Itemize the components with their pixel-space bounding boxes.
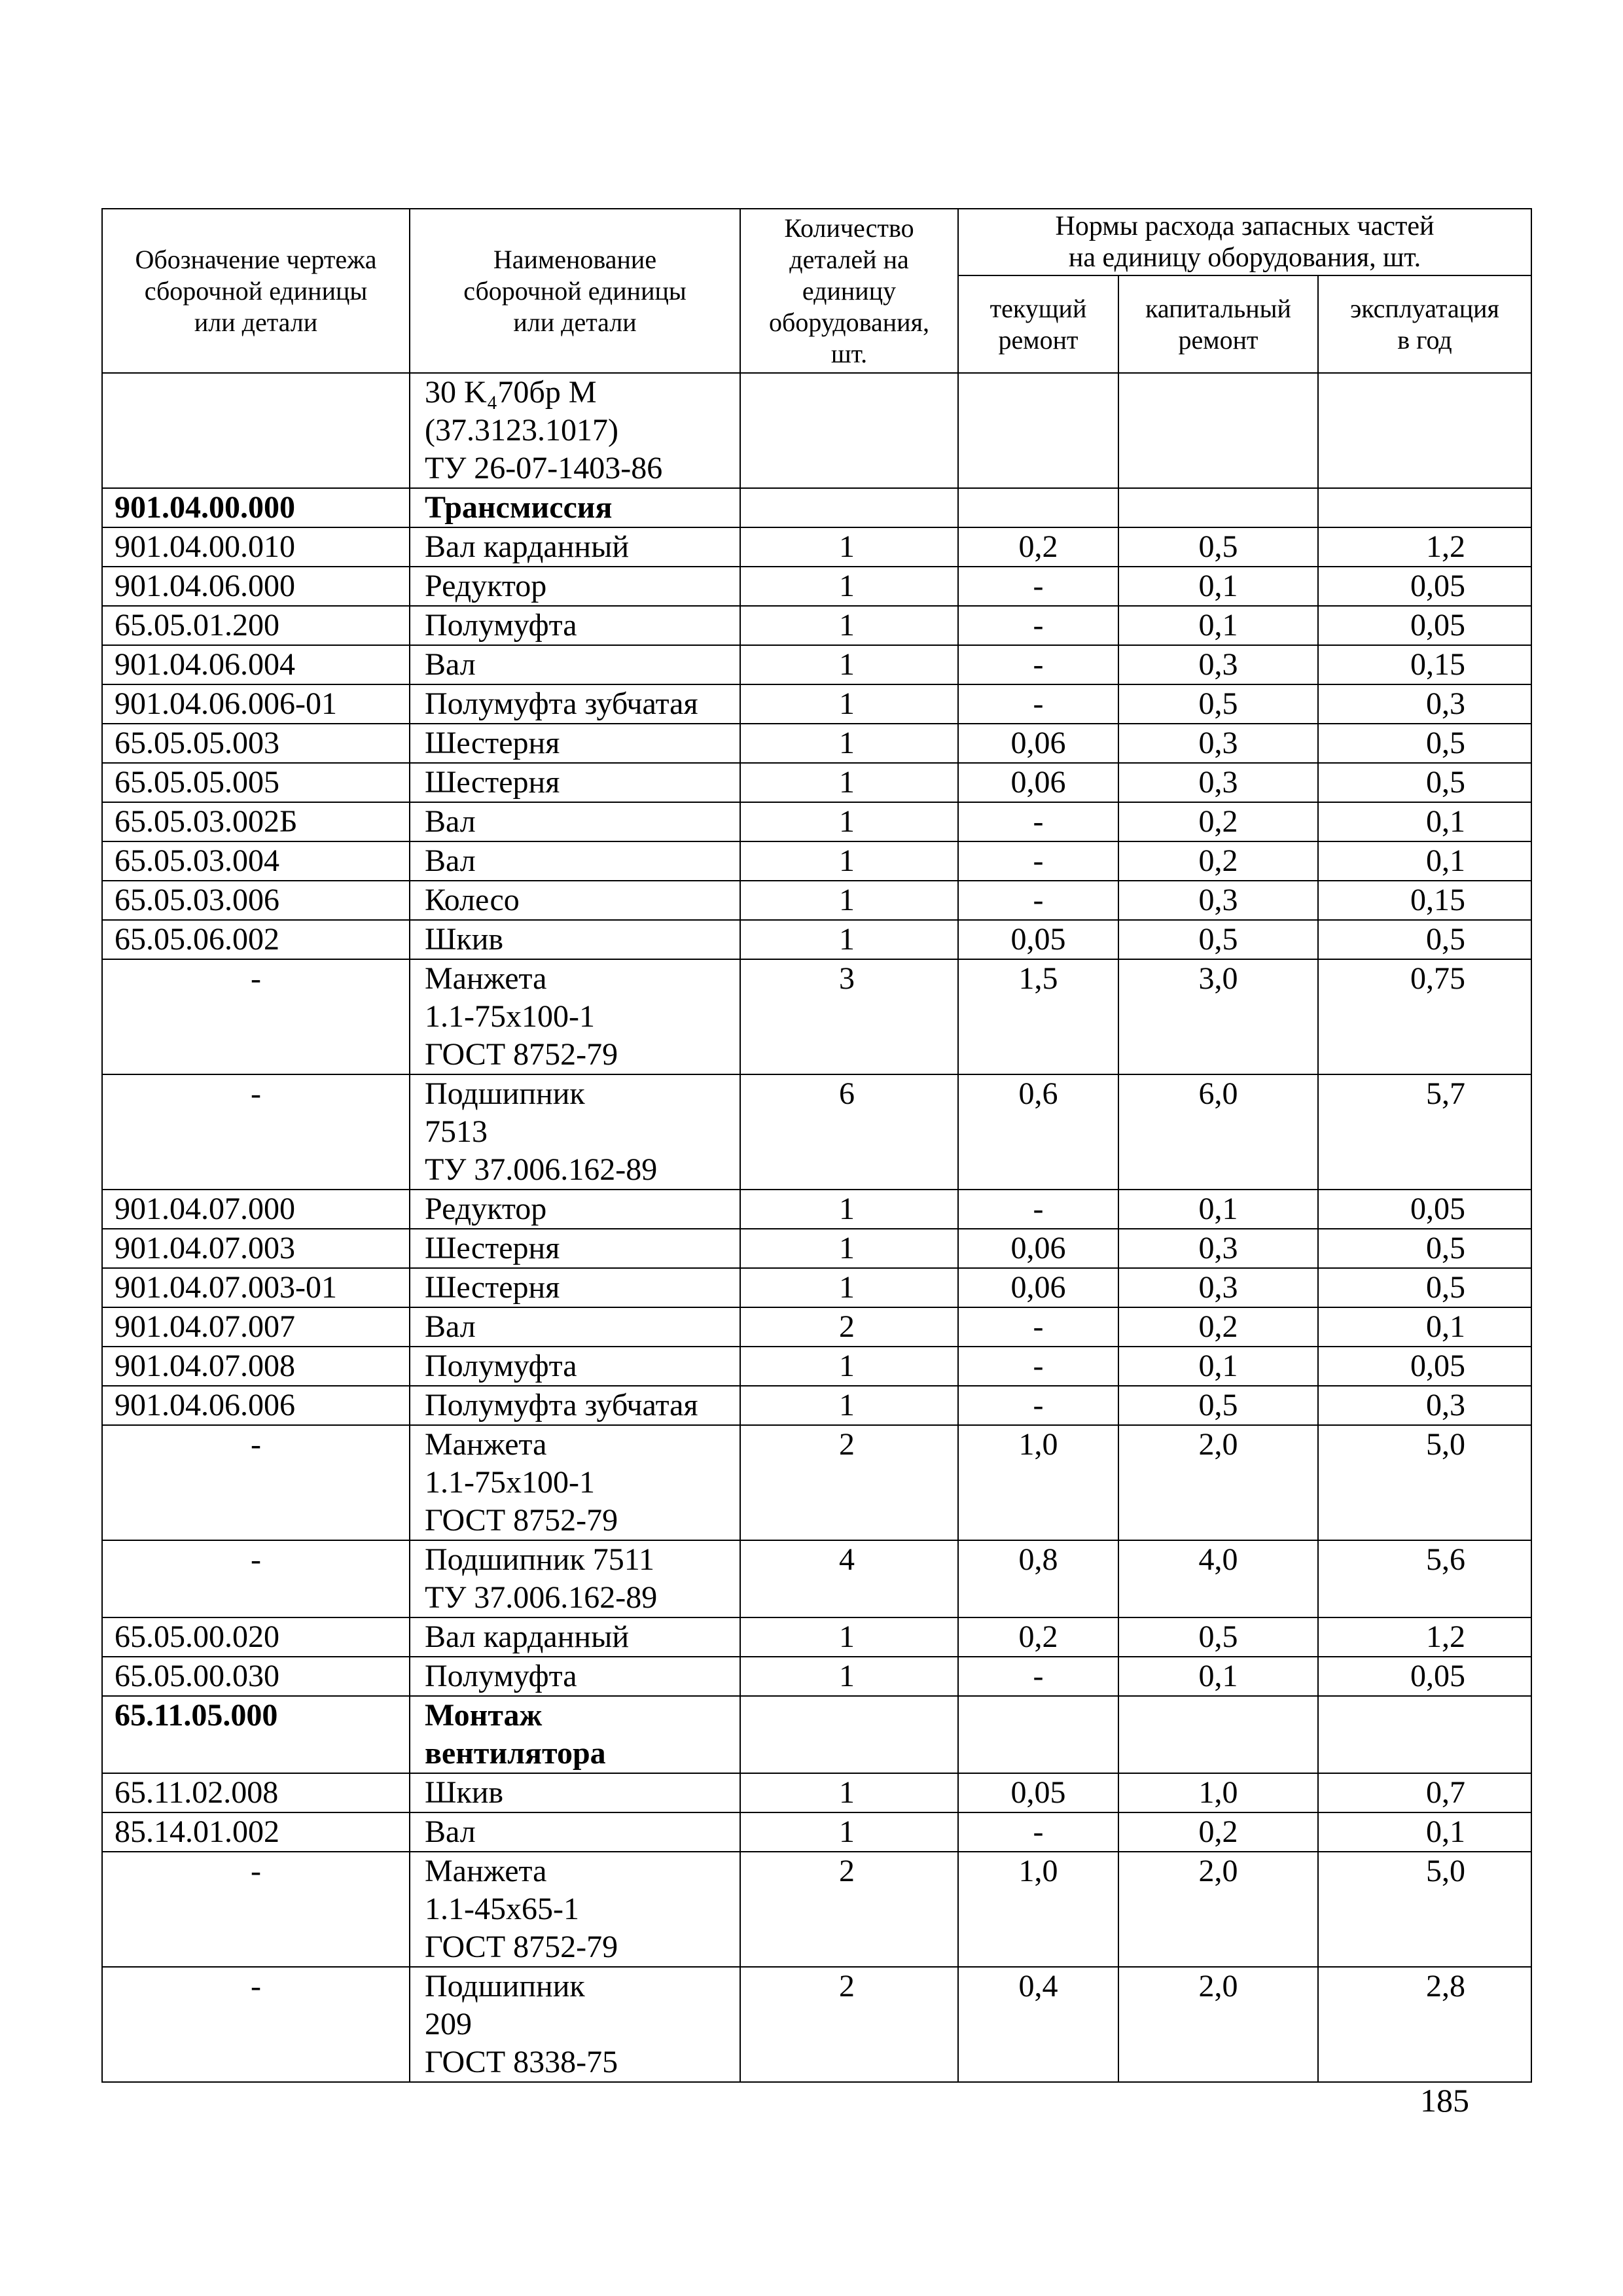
cell-designation: - xyxy=(102,959,410,1074)
cell-name: Вал xyxy=(410,1307,740,1347)
cell-designation: 901.04.07.003-01 xyxy=(102,1268,410,1307)
table-row xyxy=(102,373,1531,488)
cell-name: Трансмиссия xyxy=(410,488,740,527)
cell-capital-repair: 0,2 xyxy=(1118,1812,1318,1852)
cell-current-repair: 0,2 xyxy=(958,1617,1118,1657)
cell-designation: - xyxy=(102,1540,410,1617)
cell-designation: 65.05.05.003 xyxy=(102,724,410,763)
cell-operation: 5,0 xyxy=(1318,1425,1531,1540)
cell-capital-repair: 0,3 xyxy=(1118,1268,1318,1307)
cell-capital-repair: 6,0 xyxy=(1118,1074,1318,1190)
cell-quantity: 1 xyxy=(740,1773,958,1812)
header-designation xyxy=(102,209,410,373)
cell-quantity: 2 xyxy=(740,1307,958,1347)
table-row xyxy=(102,488,1531,527)
cell-operation xyxy=(1318,373,1531,488)
cell-capital-repair: 4,0 xyxy=(1118,1540,1318,1617)
cell-quantity: 1 xyxy=(740,567,958,606)
cell-current-repair: 0,8 xyxy=(958,1540,1118,1617)
cell-name: Вал карданный xyxy=(410,527,740,567)
cell-name: Шкив xyxy=(410,1773,740,1812)
cell-designation: 901.04.07.008 xyxy=(102,1347,410,1386)
cell-quantity: 1 xyxy=(740,1617,958,1657)
cell-current-repair: 1,5 xyxy=(958,959,1118,1074)
cell-operation: 0,05 xyxy=(1318,1190,1531,1229)
table-row xyxy=(102,1074,1531,1190)
table-row xyxy=(102,1229,1531,1268)
cell-current-repair: - xyxy=(958,567,1118,606)
cell-current-repair: - xyxy=(958,881,1118,920)
header-quantity-text: Количество деталей на единицу оборудования, шт. xyxy=(769,213,929,368)
cell-current-repair xyxy=(958,1696,1118,1773)
cell-quantity: 1 xyxy=(740,1386,958,1425)
cell-operation: 0,1 xyxy=(1318,802,1531,841)
cell-current-repair: - xyxy=(958,802,1118,841)
cell-name: Вал xyxy=(410,802,740,841)
cell-capital-repair: 0,5 xyxy=(1118,1386,1318,1425)
cell-operation: 0,05 xyxy=(1318,1657,1531,1696)
cell-operation: 0,5 xyxy=(1318,1268,1531,1307)
table-row xyxy=(102,684,1531,724)
cell-designation: 65.05.01.200 xyxy=(102,606,410,645)
cell-current-repair: 0,05 xyxy=(958,1773,1118,1812)
table-row xyxy=(102,1773,1531,1812)
header-operation xyxy=(1318,275,1531,373)
table-row xyxy=(102,724,1531,763)
header-quantity xyxy=(740,209,958,373)
cell-quantity: 2 xyxy=(740,1425,958,1540)
cell-operation: 0,1 xyxy=(1318,1812,1531,1852)
table-row xyxy=(102,802,1531,841)
cell-name: Полумуфта xyxy=(410,1657,740,1696)
cell-current-repair: - xyxy=(958,1386,1118,1425)
cell-name: Колесо xyxy=(410,881,740,920)
cell-name: Монтаж вентилятора xyxy=(410,1696,740,1773)
cell-name: Шестерня xyxy=(410,763,740,802)
cell-capital-repair: 0,3 xyxy=(1118,645,1318,684)
cell-quantity: 1 xyxy=(740,881,958,920)
table-row xyxy=(102,606,1531,645)
cell-capital-repair: 0,1 xyxy=(1118,1347,1318,1386)
cell-name: Шестерня xyxy=(410,1229,740,1268)
cell-capital-repair: 0,1 xyxy=(1118,606,1318,645)
cell-quantity: 1 xyxy=(740,1268,958,1307)
cell-operation: 0,05 xyxy=(1318,606,1531,645)
cell-designation: 901.04.06.006 xyxy=(102,1386,410,1425)
cell-operation: 0,05 xyxy=(1318,567,1531,606)
cell-name: Полумуфта xyxy=(410,606,740,645)
cell-designation: 65.11.05.000 xyxy=(102,1696,410,1773)
table-row xyxy=(102,645,1531,684)
table-row xyxy=(102,1307,1531,1347)
cell-current-repair: - xyxy=(958,1190,1118,1229)
table-row xyxy=(102,1696,1531,1773)
cell-name: Редуктор xyxy=(410,567,740,606)
cell-designation: 901.04.06.006-01 xyxy=(102,684,410,724)
cell-quantity: 2 xyxy=(740,1967,958,2082)
cell-name: Подшипник 209 ГОСТ 8338-75 xyxy=(410,1967,740,2082)
cell-capital-repair: 2,0 xyxy=(1118,1967,1318,2082)
cell-operation: 0,5 xyxy=(1318,763,1531,802)
cell-capital-repair xyxy=(1118,373,1318,488)
cell-name: Полумуфта зубчатая xyxy=(410,1386,740,1425)
header-capital-repair-text: капитальный ремонт xyxy=(1145,293,1291,355)
cell-current-repair: 0,05 xyxy=(958,920,1118,959)
cell-operation: 0,3 xyxy=(1318,684,1531,724)
cell-capital-repair: 0,3 xyxy=(1118,881,1318,920)
cell-capital-repair xyxy=(1118,488,1318,527)
cell-name: 30 K₄70бр M (37.3123.1017) ТУ 26-07-1403-86 xyxy=(410,373,740,488)
cell-operation: 0,75 xyxy=(1318,959,1531,1074)
cell-capital-repair: 0,2 xyxy=(1118,802,1318,841)
cell-quantity: 1 xyxy=(740,606,958,645)
cell-quantity: 1 xyxy=(740,724,958,763)
cell-current-repair: 1,0 xyxy=(958,1852,1118,1967)
header-name-text: Наименование сборочной единицы или детали xyxy=(463,244,687,337)
cell-current-repair: 1,0 xyxy=(958,1425,1118,1540)
cell-designation: 65.05.05.005 xyxy=(102,763,410,802)
cell-current-repair: - xyxy=(958,684,1118,724)
cell-capital-repair: 0,3 xyxy=(1118,724,1318,763)
cell-capital-repair: 0,5 xyxy=(1118,1617,1318,1657)
cell-current-repair: - xyxy=(958,841,1118,881)
cell-name: Шестерня xyxy=(410,1268,740,1307)
table-row xyxy=(102,1657,1531,1696)
cell-name: Манжета 1.1-75x100-1 ГОСТ 8752-79 xyxy=(410,1425,740,1540)
table-row xyxy=(102,1268,1531,1307)
cell-name: Редуктор xyxy=(410,1190,740,1229)
cell-current-repair: 0,06 xyxy=(958,724,1118,763)
header-current-repair xyxy=(958,275,1118,373)
cell-operation: 0,15 xyxy=(1318,881,1531,920)
cell-operation: 2,8 xyxy=(1318,1967,1531,2082)
cell-current-repair: - xyxy=(958,1307,1118,1347)
cell-designation: 901.04.00.000 xyxy=(102,488,410,527)
table-row xyxy=(102,1852,1531,1967)
table-row xyxy=(102,1425,1531,1540)
cell-name: Манжета 1.1-75x100-1 ГОСТ 8752-79 xyxy=(410,959,740,1074)
table-row xyxy=(102,920,1531,959)
cell-current-repair: 0,2 xyxy=(958,527,1118,567)
cell-current-repair: 0,06 xyxy=(958,1268,1118,1307)
cell-quantity: 4 xyxy=(740,1540,958,1617)
cell-name: Вал xyxy=(410,645,740,684)
cell-quantity: 1 xyxy=(740,1347,958,1386)
cell-operation: 0,7 xyxy=(1318,1773,1531,1812)
cell-designation: 65.05.06.002 xyxy=(102,920,410,959)
table-row xyxy=(102,527,1531,567)
cell-quantity: 1 xyxy=(740,527,958,567)
table-row xyxy=(102,881,1531,920)
cell-current-repair: - xyxy=(958,1347,1118,1386)
cell-designation: 65.05.03.004 xyxy=(102,841,410,881)
cell-operation: 5,6 xyxy=(1318,1540,1531,1617)
cell-quantity: 1 xyxy=(740,1657,958,1696)
cell-current-repair: - xyxy=(958,606,1118,645)
header-current-repair-text: текущий ремонт xyxy=(990,293,1087,355)
cell-designation: 901.04.00.010 xyxy=(102,527,410,567)
header-operation-text: эксплуатация в год xyxy=(1350,293,1499,355)
table-row xyxy=(102,1617,1531,1657)
table-row xyxy=(102,1386,1531,1425)
cell-operation: 1,2 xyxy=(1318,1617,1531,1657)
table-row xyxy=(102,959,1531,1074)
cell-designation: 901.04.07.007 xyxy=(102,1307,410,1347)
cell-operation: 1,2 xyxy=(1318,527,1531,567)
cell-current-repair: 0,06 xyxy=(958,763,1118,802)
cell-capital-repair: 0,5 xyxy=(1118,920,1318,959)
cell-designation: - xyxy=(102,1967,410,2082)
cell-designation: 901.04.07.003 xyxy=(102,1229,410,1268)
cell-capital-repair: 0,3 xyxy=(1118,1229,1318,1268)
cell-operation: 0,5 xyxy=(1318,920,1531,959)
cell-current-repair: - xyxy=(958,1657,1118,1696)
cell-capital-repair: 2,0 xyxy=(1118,1425,1318,1540)
table-body xyxy=(102,373,1531,2082)
cell-operation: 0,5 xyxy=(1318,1229,1531,1268)
table-row xyxy=(102,1347,1531,1386)
cell-designation: 65.05.03.006 xyxy=(102,881,410,920)
cell-quantity: 1 xyxy=(740,645,958,684)
cell-name: Подшипник 7511 ТУ 37.006.162-89 xyxy=(410,1540,740,1617)
cell-designation: 901.04.07.000 xyxy=(102,1190,410,1229)
cell-operation xyxy=(1318,1696,1531,1773)
table-row xyxy=(102,1812,1531,1852)
cell-name: Вал xyxy=(410,841,740,881)
cell-designation: 85.14.01.002 xyxy=(102,1812,410,1852)
header-designation-text: Обозначение чертежа сборочной единицы или детали xyxy=(135,244,377,337)
table-row xyxy=(102,1540,1531,1617)
cell-name: Вал карданный xyxy=(410,1617,740,1657)
cell-current-repair: 0,06 xyxy=(958,1229,1118,1268)
header-norms-group-text: Нормы расхода запасных частей на единицу оборудования, шт. xyxy=(1055,211,1435,273)
cell-quantity xyxy=(740,1696,958,1773)
cell-quantity: 1 xyxy=(740,1229,958,1268)
cell-current-repair: - xyxy=(958,645,1118,684)
cell-operation xyxy=(1318,488,1531,527)
cell-operation: 5,0 xyxy=(1318,1852,1531,1967)
cell-designation: - xyxy=(102,1852,410,1967)
cell-quantity: 3 xyxy=(740,959,958,1074)
cell-current-repair xyxy=(958,373,1118,488)
table-row xyxy=(102,567,1531,606)
cell-designation: 65.11.02.008 xyxy=(102,1773,410,1812)
cell-quantity: 6 xyxy=(740,1074,958,1190)
cell-designation xyxy=(102,373,410,488)
cell-capital-repair xyxy=(1118,1696,1318,1773)
cell-quantity: 1 xyxy=(740,684,958,724)
cell-operation: 0,3 xyxy=(1318,1386,1531,1425)
cell-quantity: 1 xyxy=(740,841,958,881)
cell-designation: - xyxy=(102,1425,410,1540)
cell-capital-repair: 0,2 xyxy=(1118,841,1318,881)
cell-name: Шкив xyxy=(410,920,740,959)
cell-current-repair: 0,4 xyxy=(958,1967,1118,2082)
cell-capital-repair: 0,1 xyxy=(1118,1657,1318,1696)
header-capital-repair xyxy=(1118,275,1318,373)
cell-capital-repair: 0,1 xyxy=(1118,567,1318,606)
cell-designation: 65.05.00.020 xyxy=(102,1617,410,1657)
spare-parts-table xyxy=(101,208,1532,2083)
table-row xyxy=(102,1967,1531,2082)
cell-capital-repair: 0,1 xyxy=(1118,1190,1318,1229)
cell-name: Полумуфта зубчатая xyxy=(410,684,740,724)
cell-designation: - xyxy=(102,1074,410,1190)
cell-name: Вал xyxy=(410,1812,740,1852)
cell-quantity xyxy=(740,488,958,527)
cell-operation: 0,1 xyxy=(1318,841,1531,881)
cell-current-repair: - xyxy=(958,1812,1118,1852)
cell-current-repair: 0,6 xyxy=(958,1074,1118,1190)
cell-designation: 65.05.00.030 xyxy=(102,1657,410,1696)
cell-quantity: 2 xyxy=(740,1852,958,1967)
cell-name: Полумуфта xyxy=(410,1347,740,1386)
cell-capital-repair: 3,0 xyxy=(1118,959,1318,1074)
cell-name: Шестерня xyxy=(410,724,740,763)
cell-operation: 5,7 xyxy=(1318,1074,1531,1190)
cell-operation: 0,05 xyxy=(1318,1347,1531,1386)
cell-operation: 0,15 xyxy=(1318,645,1531,684)
table-row xyxy=(102,841,1531,881)
cell-capital-repair: 0,5 xyxy=(1118,684,1318,724)
page-number: 185 xyxy=(1420,2082,1469,2119)
cell-operation: 0,1 xyxy=(1318,1307,1531,1347)
cell-current-repair xyxy=(958,488,1118,527)
cell-operation: 0,5 xyxy=(1318,724,1531,763)
cell-capital-repair: 0,3 xyxy=(1118,763,1318,802)
cell-capital-repair: 1,0 xyxy=(1118,1773,1318,1812)
cell-name: Подшипник 7513 ТУ 37.006.162-89 xyxy=(410,1074,740,1190)
cell-quantity xyxy=(740,373,958,488)
cell-capital-repair: 0,5 xyxy=(1118,527,1318,567)
cell-quantity: 1 xyxy=(740,802,958,841)
table-row xyxy=(102,763,1531,802)
cell-quantity: 1 xyxy=(740,1190,958,1229)
header-name xyxy=(410,209,740,373)
cell-quantity: 1 xyxy=(740,1812,958,1852)
cell-designation: 901.04.06.004 xyxy=(102,645,410,684)
header-norms-group xyxy=(958,209,1531,275)
cell-capital-repair: 2,0 xyxy=(1118,1852,1318,1967)
table-row xyxy=(102,1190,1531,1229)
cell-designation: 65.05.03.002Б xyxy=(102,802,410,841)
cell-quantity: 1 xyxy=(740,763,958,802)
cell-quantity: 1 xyxy=(740,920,958,959)
cell-capital-repair: 0,2 xyxy=(1118,1307,1318,1347)
cell-name: Манжета 1.1-45x65-1 ГОСТ 8752-79 xyxy=(410,1852,740,1967)
cell-designation: 901.04.06.000 xyxy=(102,567,410,606)
